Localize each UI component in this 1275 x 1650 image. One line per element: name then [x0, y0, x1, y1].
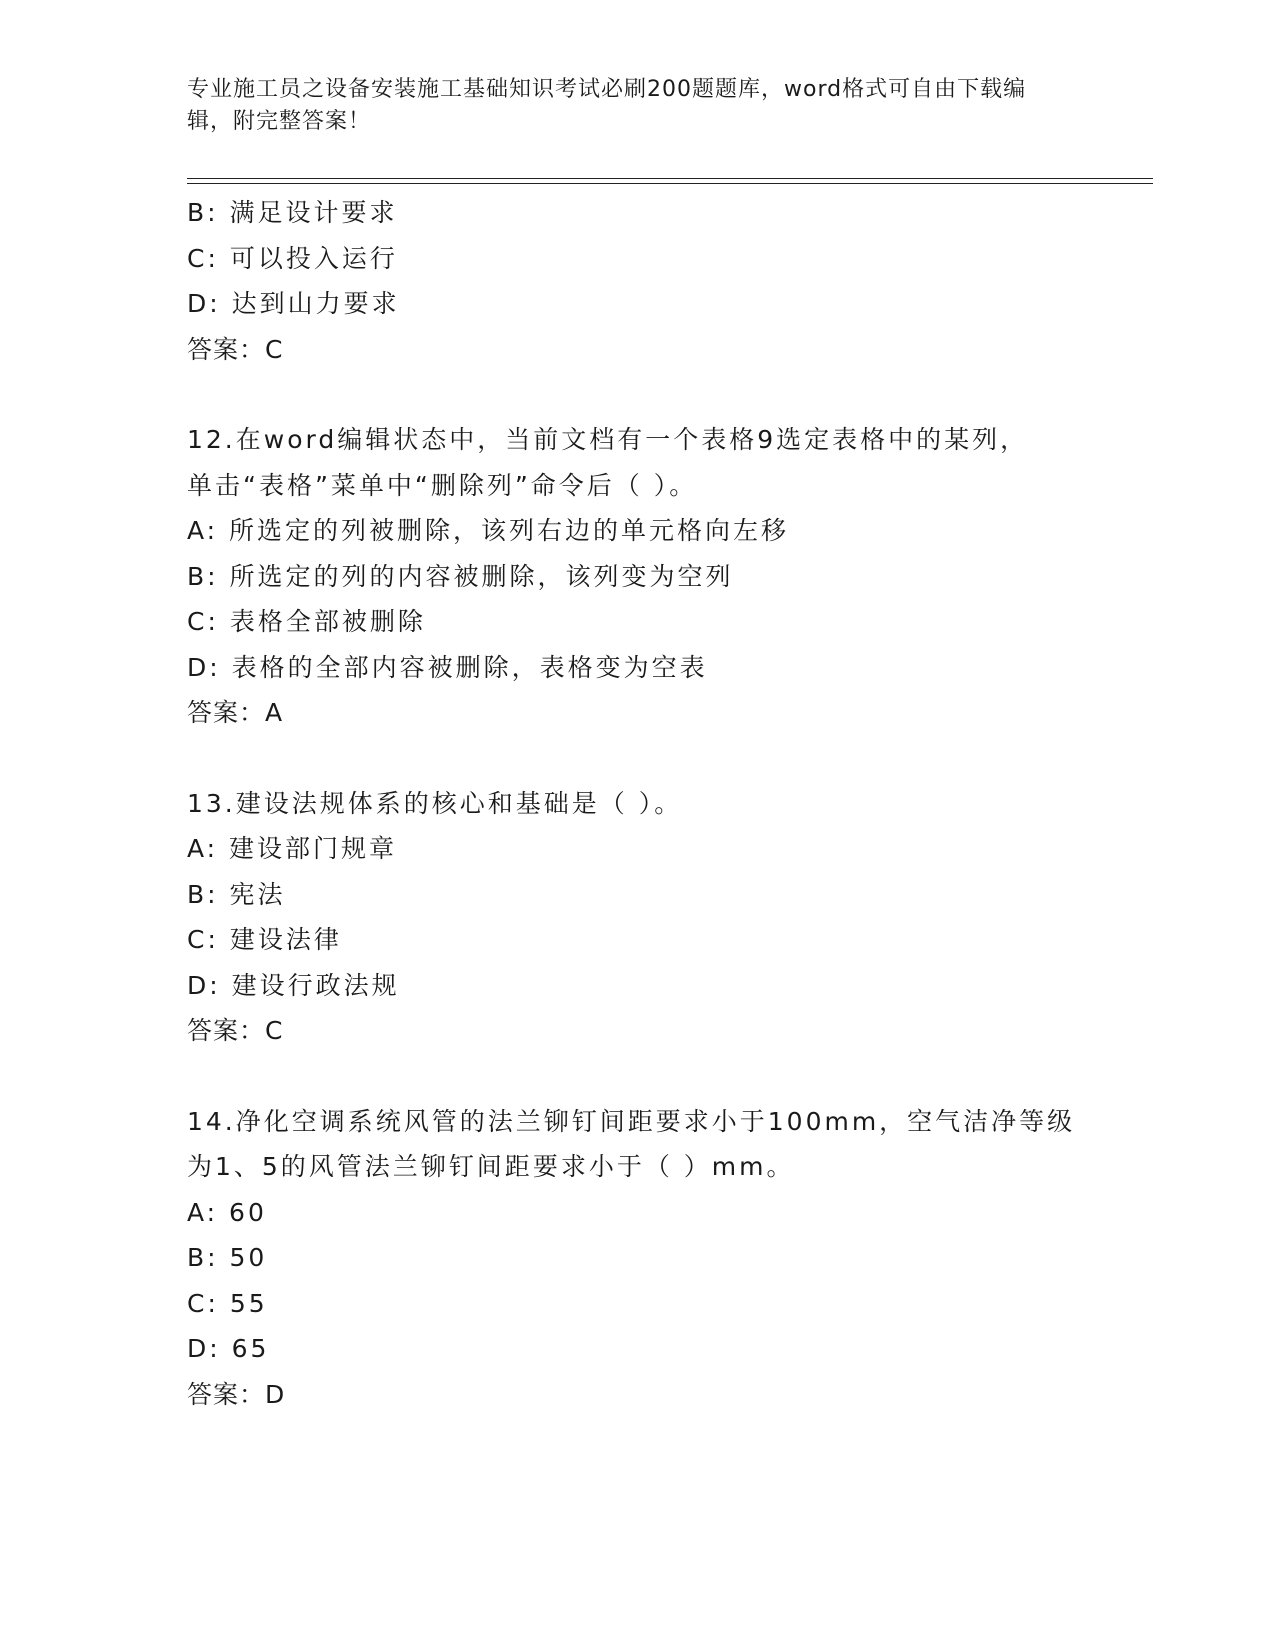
header-divider-top [187, 178, 1153, 179]
option-c: C: 建设法律 [187, 925, 342, 954]
answer-line: 答案：A [187, 698, 284, 727]
spacer [187, 372, 1107, 417]
question-11 [187, 190, 1107, 372]
option-b: B: 宪法 [187, 879, 286, 909]
answer-line: 答案：D [187, 1379, 286, 1409]
question-14 [187, 1099, 1107, 1418]
option-c: C: 可以投入运行 [187, 243, 398, 273]
option-b: B: 50 [187, 1243, 268, 1272]
option-c: C: 表格全部被删除 [187, 607, 426, 636]
spacer [187, 1054, 1107, 1099]
answer-line: 答案：C [187, 334, 284, 364]
question-text-line-1: 14.净化空调系统风管的法兰铆钉间距要求小于100mm，空气洁净等级 [187, 1106, 1076, 1136]
header-title: 专业施工员之设备安装施工基础知识考试必刷200题题库，word格式可自由下载编辑，附完整答案！ [187, 77, 1027, 134]
document-header [187, 74, 1067, 138]
question-text-line-2: 单击“表格”菜单中“删除列”命令后（ ）。 [187, 470, 698, 500]
question-12 [187, 417, 1107, 736]
question-text: 13.建设法规体系的核心和基础是（ ）。 [187, 788, 683, 818]
document-body [187, 190, 1107, 1417]
answer-line: 答案：C [187, 1016, 284, 1045]
header-divider-bottom [187, 183, 1153, 184]
spacer [187, 736, 1107, 781]
question-text-line-1: 12.在word编辑状态中，当前文档有一个表格9选定表格中的某列， [187, 425, 1029, 454]
option-d: D: 65 [187, 1334, 270, 1363]
option-a: A: 所选定的列被删除，该列右边的单元格向左移 [187, 516, 790, 545]
option-a: A: 建设部门规章 [187, 834, 398, 863]
option-d: D: 表格的全部内容被删除，表格变为空表 [187, 652, 708, 682]
option-a: A: 60 [187, 1197, 267, 1227]
question-13 [187, 781, 1107, 1054]
option-d: D: 建设行政法规 [187, 970, 400, 1000]
option-b: B: 所选定的列的内容被删除，该列变为空列 [187, 561, 734, 591]
option-c: C: 55 [187, 1288, 268, 1318]
question-text-line-2: 为1、5的风管法兰铆钉间距要求小于（ ）mm。 [187, 1152, 795, 1181]
option-d: D: 达到山力要求 [187, 289, 400, 318]
option-b: B: 满足设计要求 [187, 198, 398, 227]
